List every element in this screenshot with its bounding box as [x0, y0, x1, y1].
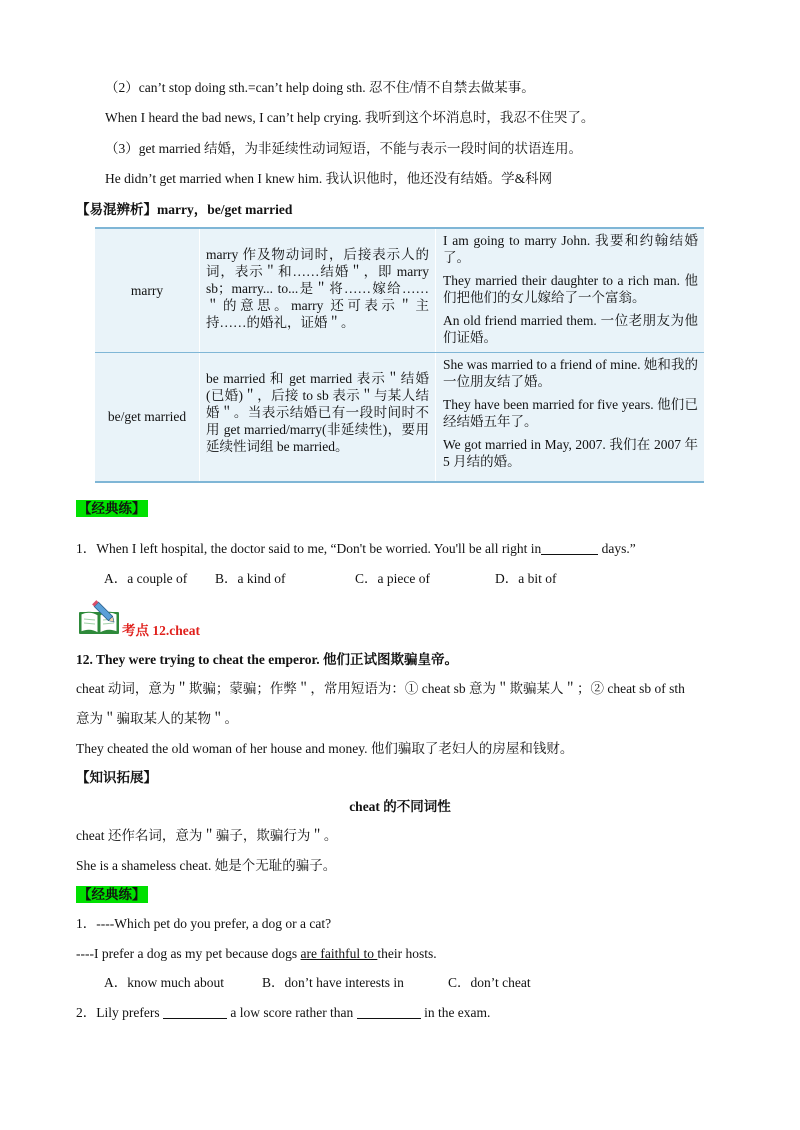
option-a[interactable]: A．know much about — [104, 975, 224, 990]
option-d[interactable]: D．a bit of — [495, 571, 557, 586]
practice-tag: 【经典练】 — [78, 501, 146, 516]
example-line: I am going to marry John. 我要和约翰结婚了。 — [443, 233, 698, 265]
term-label: marry — [130, 282, 164, 298]
term-cell — [95, 353, 200, 481]
examples-cell — [437, 229, 704, 352]
point-label: 考点 12.cheat — [122, 623, 200, 638]
top-line-2: When I heard the bad news, I can’t help crying. 我听到这个坏消息时，我忍不住哭了。 — [105, 110, 595, 125]
expand-subtitle: cheat 的不同词性 — [349, 799, 451, 814]
point-example: They cheated the old woman of her house and money. 他们骗取了老妇人的房屋和钱财。 — [76, 741, 574, 756]
example-line: They have been married for five years. 他们已经结婚五年了。 — [443, 397, 698, 429]
confusion-title: 【易混辨析】marry，be/get married — [76, 202, 293, 217]
top-line-4: He didn’t get married when I knew him. 我认识他时，他还没有结婚。学&科网 — [105, 171, 553, 186]
underlined-phrase: are faithful to — [300, 946, 378, 961]
explanation-text: be married 和 get married 表示＂结婚(已婚)＂，后接 to sb 表示＂与某人结婚＂。当表示结婚已有一段时间时不用 get married/marry(非延续性)，要用延续性词组 be married。 — [206, 371, 429, 454]
point-explain-2: 意为＂骗取某人的某物＂。 — [76, 711, 238, 726]
examples-cell — [437, 353, 704, 481]
example-line: They married their daughter to a rich man. 他们把他们的女儿嫁给了一个富翁。 — [443, 273, 698, 305]
option-c[interactable]: C．don’t cheat — [448, 975, 531, 990]
practice1-question: 1．When I left hospital, the doctor said to me, “Don't be worried. You'll be all right in days.” — [76, 541, 636, 556]
option-b[interactable]: B．a kind of — [215, 571, 286, 586]
example-line: She was married to a friend of mine. 她和我的一位朋友结了婚。 — [443, 357, 698, 389]
practice2-q1-line1: 1．----Which pet do you prefer, a dog or a cat? — [76, 916, 332, 931]
practice2-q2: 2．Lily prefers a low score rather than in the exam. — [76, 1005, 491, 1020]
option-c[interactable]: C．a piece of — [355, 571, 430, 586]
example-line: We got married in May, 2007. 我们在 2007 年 5 月结的婚。 — [443, 437, 698, 469]
example-line: An old friend married them. 一位老朋友为他们证婚。 — [443, 313, 698, 345]
practice-tag: 【经典练】 — [78, 887, 146, 902]
option-a[interactable]: A．a couple of — [104, 571, 188, 586]
explanation-cell — [200, 353, 436, 481]
explanation-cell — [200, 229, 436, 352]
term-label: be/get married — [107, 409, 187, 424]
option-b[interactable]: B．don’t have interests in — [262, 975, 404, 990]
term-cell — [95, 229, 200, 352]
practice2-q1-line2: ----I prefer a dog as my pet because dogs are faithful to their hosts. — [76, 946, 437, 961]
table-row — [95, 353, 704, 481]
point-sentence: 12. They were trying to cheat the emperor. 他们正试图欺骗皇帝。 — [76, 652, 458, 667]
top-line-3: （3）get married 结婚，为非延续性动词短语，不能与表示一段时间的状语连用。 — [105, 141, 582, 156]
answer-blank[interactable] — [357, 1004, 421, 1019]
explanation-text: marry 作及物动词时，后接表示人的词，表示＂和……结婚＂，即 marry sb；marry... to...是＂将……嫁给……＂的意思。marry 还可表示＂主持……的婚礼，证婚＂。 — [206, 247, 429, 330]
expand-line-2: She is a shameless cheat. 她是个无耻的骗子。 — [76, 858, 337, 873]
expand-line-1: cheat 还作名词，意为＂骗子，欺骗行为＂。 — [76, 828, 338, 843]
book-pencil-icon — [78, 598, 120, 636]
top-line-1: （2）can’t stop doing sth.=can’t help doing sth. 忍不住/情不自禁去做某事。 — [105, 80, 535, 95]
table-row — [95, 229, 704, 353]
answer-blank[interactable] — [163, 1004, 227, 1019]
comparison-table — [95, 227, 704, 483]
point-explain-1: cheat 动词，意为＂欺骗；蒙骗；作弊＂，常用短语为：① cheat sb 意为＂欺骗某人＂；② cheat sb of sth — [76, 681, 685, 696]
answer-blank[interactable] — [541, 540, 598, 555]
expand-title: 【知识拓展】 — [76, 770, 157, 785]
